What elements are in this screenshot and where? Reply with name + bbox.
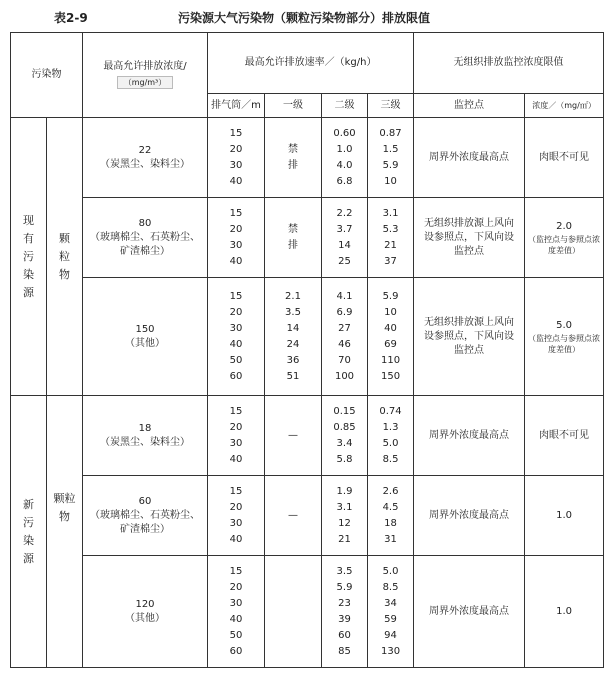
source-label [11, 396, 47, 668]
header-pollutant: 污染物 [11, 33, 83, 118]
header-level1: 一级 [265, 94, 322, 118]
header-max-concentration [83, 33, 208, 118]
table-row [11, 118, 604, 198]
rate-level3: 5.0 8.5 34 59 94 130 [368, 556, 414, 668]
rate-level3: 0.87 1.5 5.9 10 [368, 118, 414, 198]
source-label-text: 现有污染源 [23, 213, 34, 299]
monitor-point: 周界外浓度最高点 [414, 396, 525, 476]
limit-cell [525, 198, 604, 278]
table-row [11, 476, 604, 556]
concentration-cell [83, 396, 208, 476]
stack-heights: 15 20 30 40 [208, 396, 265, 476]
concentration-cell [83, 198, 208, 278]
concentration-value: 80 [138, 217, 152, 229]
concentration-cell [83, 476, 208, 556]
monitor-point: 无组织排放源上风向设参照点，下风向设监控点 [414, 198, 525, 278]
limit-value: 5.0 [556, 319, 572, 331]
concentration-cell [83, 118, 208, 198]
pollutant-label [47, 396, 83, 668]
rate-level1 [265, 556, 322, 668]
rate-level3: 5.9 10 40 69 110 150 [368, 278, 414, 396]
rate-level1: — [265, 396, 322, 476]
limit-cell [525, 476, 604, 556]
concentration-note: （炭黑尘、染料尘） [100, 436, 190, 448]
concentration-cell [83, 556, 208, 668]
concentration-value: 60 [138, 495, 152, 507]
table-row [11, 198, 604, 278]
monitor-point: 无组织排放源上风向设参照点，下风向设监控点 [414, 278, 525, 396]
header-conc-unit-label: 浓度／（mg/㎡） [532, 101, 596, 110]
stack-heights: 15 20 30 40 50 60 [208, 556, 265, 668]
concentration-note: （玻璃棉尘、石英粉尘、矿渣棉尘） [90, 231, 200, 257]
limit-value: 2.0 [556, 220, 572, 232]
source-label-text: 新污染源 [23, 497, 34, 565]
rate-level2: 1.9 3.1 12 21 [322, 476, 368, 556]
source-label [11, 118, 47, 396]
header-max-concentration-unit: （mg/m³） [117, 76, 174, 89]
table-number: 表2-9 [54, 11, 88, 25]
rate-level2: 2.2 3.7 14 25 [322, 198, 368, 278]
concentration-value: 120 [135, 598, 155, 610]
rate-level2: 0.60 1.0 4.0 6.8 [322, 118, 368, 198]
stack-heights: 15 20 30 40 [208, 476, 265, 556]
pollutant-label-text: 颗粒物 [53, 492, 76, 523]
table-title: 污染源大气污染物（颗粒污染物部分）排放限值 [178, 11, 431, 25]
concentration-note: （玻璃棉尘、石英粉尘、矿渣棉尘） [90, 509, 200, 535]
rate-level3: 2.6 4.5 18 31 [368, 476, 414, 556]
table-row [11, 278, 604, 396]
limit-cell [525, 556, 604, 668]
monitor-point: 周界外浓度最高点 [414, 476, 525, 556]
rate-level2: 4.1 6.9 27 46 70 100 [322, 278, 368, 396]
limit-cell [525, 396, 604, 476]
stack-heights: 15 20 30 40 [208, 118, 265, 198]
stack-heights: 15 20 30 40 [208, 198, 265, 278]
header-max-rate: 最高允许排放速率／（kg/h） [208, 33, 414, 94]
rate-level1: 2.1 3.5 14 24 36 51 [265, 278, 322, 396]
monitor-point: 周界外浓度最高点 [414, 556, 525, 668]
rate-level3: 0.74 1.3 5.0 8.5 [368, 396, 414, 476]
table-row [11, 556, 604, 668]
concentration-cell [83, 278, 208, 396]
concentration-note: （其他） [125, 337, 165, 349]
header-monitor: 监控点 [414, 94, 525, 118]
rate-level2: 3.5 5.9 23 39 60 85 [322, 556, 368, 668]
header-level3: 三级 [368, 94, 414, 118]
stack-heights: 15 20 30 40 50 60 [208, 278, 265, 396]
header-max-concentration-label: 最高允许排放浓度/ [103, 61, 187, 72]
monitor-point: 周界外浓度最高点 [414, 118, 525, 198]
concentration-value: 18 [138, 422, 152, 434]
table-caption [0, 6, 612, 28]
pollutant-label [47, 118, 83, 396]
limit-cell [525, 118, 604, 198]
emission-limits-table [10, 32, 604, 668]
table-row [11, 396, 604, 476]
rate-level2: 0.15 0.85 3.4 5.8 [322, 396, 368, 476]
rate-level1: 禁 排 [265, 118, 322, 198]
concentration-value: 22 [138, 144, 152, 156]
rate-level3: 3.1 5.3 21 37 [368, 198, 414, 278]
limit-value: 1.0 [556, 509, 572, 521]
header-conc-unit [525, 94, 604, 118]
limit-cell [525, 278, 604, 396]
concentration-value: 150 [135, 323, 155, 335]
limit-note: （监控点与参照点浓度差值） [528, 333, 601, 354]
concentration-note: （炭黑尘、染料尘） [100, 158, 190, 170]
rate-level1: — [265, 476, 322, 556]
concentration-note: （其他） [125, 612, 165, 624]
header-row-1 [11, 33, 604, 94]
header-stack: 排气筒／m [208, 94, 265, 118]
limit-value: 肉眼不可见 [539, 429, 590, 441]
rate-level1: 禁 排 [265, 198, 322, 278]
pollutant-label-text: 颗粒物 [59, 231, 70, 281]
limit-value: 肉眼不可见 [539, 151, 590, 163]
header-level2: 二级 [322, 94, 368, 118]
limit-value: 1.0 [556, 605, 572, 617]
limit-note: （监控点与参照点浓度差值） [528, 234, 601, 255]
header-unorganized: 无组织排放监控浓度限值 [414, 33, 604, 94]
